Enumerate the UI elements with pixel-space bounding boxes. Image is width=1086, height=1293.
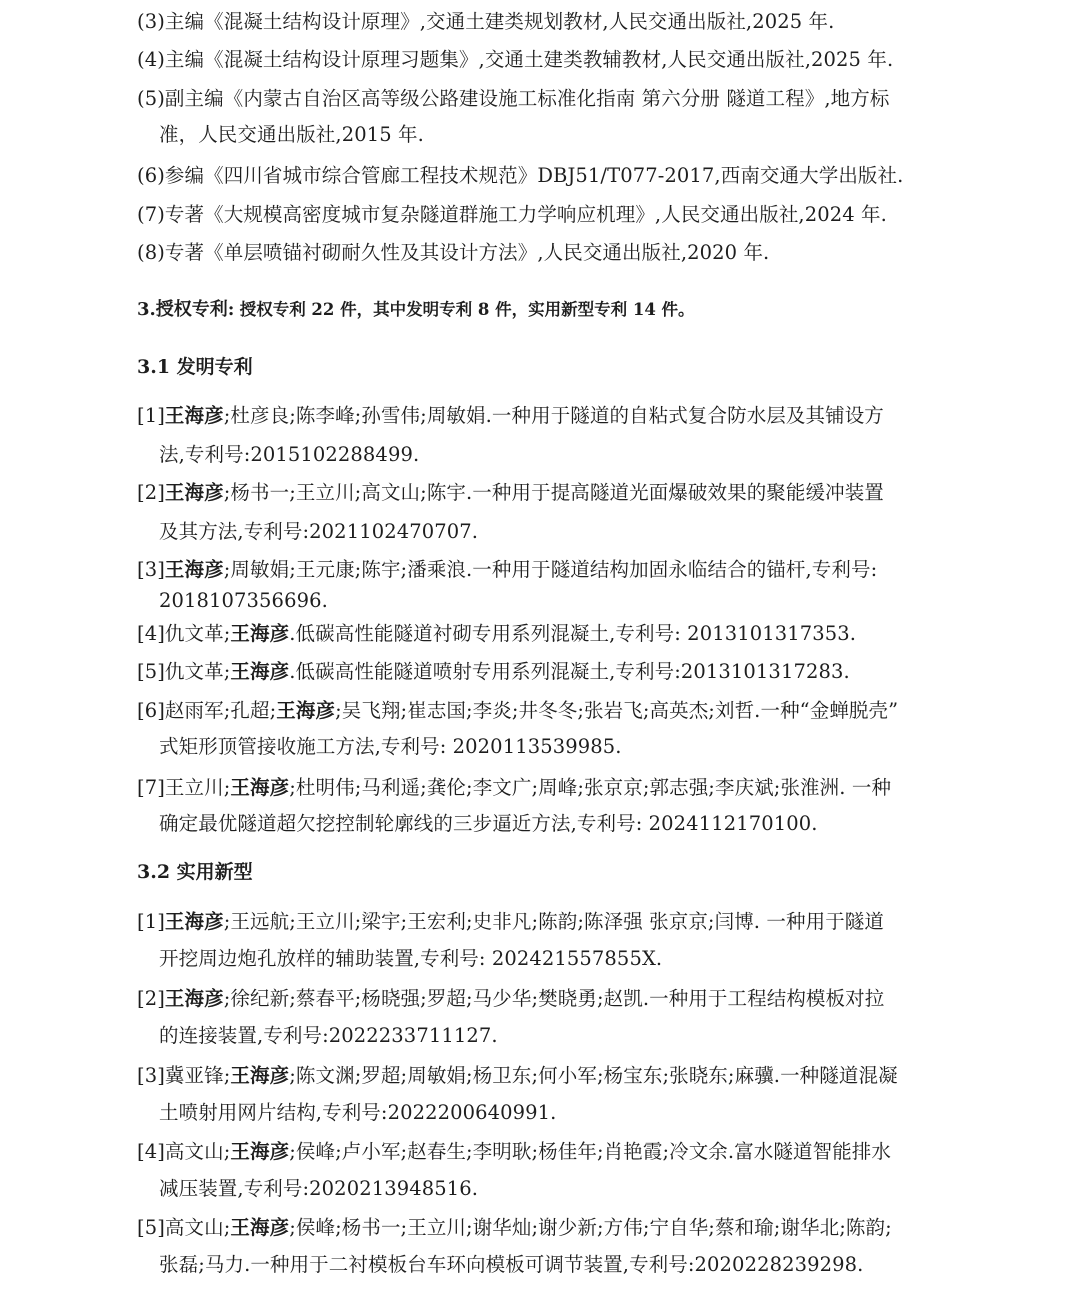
- section-3-heading: 3.授权专利: 授权专利 22 件，其中发明专利 8 件，实用新型专利 14 件。: [137, 299, 695, 320]
- invention-patent-5: [5]仇文革;王海彦.低碳高性能隧道喷射专用系列混凝土,专利号:2013101317283.: [137, 660, 850, 683]
- section-3-2-heading: 3.2 实用新型: [137, 861, 253, 883]
- invention-patent-6: [6]赵雨军;孔超;王海彦;吴飞翔;崔志国;李炎;井冬冬;张岩飞;高英杰;刘哲.一种“金蝉脱壳” 式矩形顶管接收施工方法,专利号: 2020113539985.: [137, 699, 899, 758]
- invention-patent-4: [4]仇文革;王海彦.低碳高性能隧道衬砌专用系列混凝土,专利号: 2013101317353.: [137, 622, 857, 645]
- book-item-7: (7)专著《大规模高密度城市复杂隧道群施工力学响应机理》,人民交通出版社,2024 年.: [137, 203, 887, 226]
- book-item-3: (3)主编《混凝土结构设计原理》,交通土建类规划教材,人民交通出版社,2025 年.: [137, 10, 835, 33]
- invention-patent-7: [7]王立川;王海彦;杜明伟;马利遥;龚伦;李文广;周峰;张京京;郭志强;李庆斌;张淮洲. 一种 确定最优隧道超欠挖控制轮廓线的三步逼近方法,专利号: 2024112170100.: [137, 776, 892, 835]
- invention-patent-2: [2]王海彦;杨书一;王立川;高文山;陈宇.一种用于提高隧道光面爆破效果的聚能缓冲装置 及其方法,专利号:2021102470707.: [137, 481, 884, 543]
- book-item-5: (5)副主编《内蒙古自治区高等级公路建设施工标准化指南 第六分册 隧道工程》,地方标 准，人民交通出版社,2015 年.: [137, 87, 890, 146]
- utility-patent-3: [3]冀亚锋;王海彦;陈文渊;罗超;周敏娟;杨卫东;何小军;杨宝东;张晓东;麻骥.一种隧道混凝 土喷射用网片结构,专利号:2022200640991.: [137, 1064, 898, 1124]
- invention-patent-3: [3]王海彦;周敏娟;王元康;陈宇;潘乘浪.一种用于隧道结构加固永临结合的锚杆,专利号: 2018107356696.: [137, 558, 878, 612]
- book-item-4: (4)主编《混凝土结构设计原理习题集》,交通土建类教辅教材,人民交通出版社,2025 年.: [137, 48, 894, 71]
- utility-patent-2: [2]王海彦;徐纪新;蔡春平;杨晓强;罗超;马少华;樊晓勇;赵凯.一种用于工程结构模板对拉 的连接装置,专利号:2022233711127.: [137, 987, 885, 1047]
- book-item-6: (6)参编《四川省城市综合管廊工程技术规范》DBJ51/T077-2017,西南交通大学出版社.: [137, 164, 904, 187]
- section-3-1-heading: 3.1 发明专利: [137, 356, 253, 378]
- utility-patent-5: [5]高文山;王海彦;侯峰;杨书一;王立川;谢华灿;谢少新;方伟;宁自华;蔡和瑜;谢华北;陈韵; 张磊;马力.一种用于二衬模板台车环向模板可调节装置,专利号:2020228239298.: [137, 1216, 892, 1276]
- utility-patent-4: [4]高文山;王海彦;侯峰;卢小军;赵春生;李明耿;杨佳年;肖艳霞;冷文余.富水隧道智能排水 减压装置,专利号:2020213948516.: [137, 1140, 892, 1200]
- invention-patent-1: [1]王海彦;杜彦良;陈李峰;孙雪伟;周敏娟.一种用于隧道的自粘式复合防水层及其铺设方 法,专利号:2015102288499.: [137, 404, 884, 466]
- book-item-8: (8)专著《单层喷锚衬砌耐久性及其设计方法》,人民交通出版社,2020 年.: [137, 241, 770, 264]
- utility-patent-1: [1]王海彦;王远航;王立川;梁宇;王宏利;史非凡;陈韵;陈泽强 张京京;闫博. 一种用于隧道 开挖周边炮孔放样的辅助装置,专利号: 202421557855X.: [137, 910, 884, 970]
